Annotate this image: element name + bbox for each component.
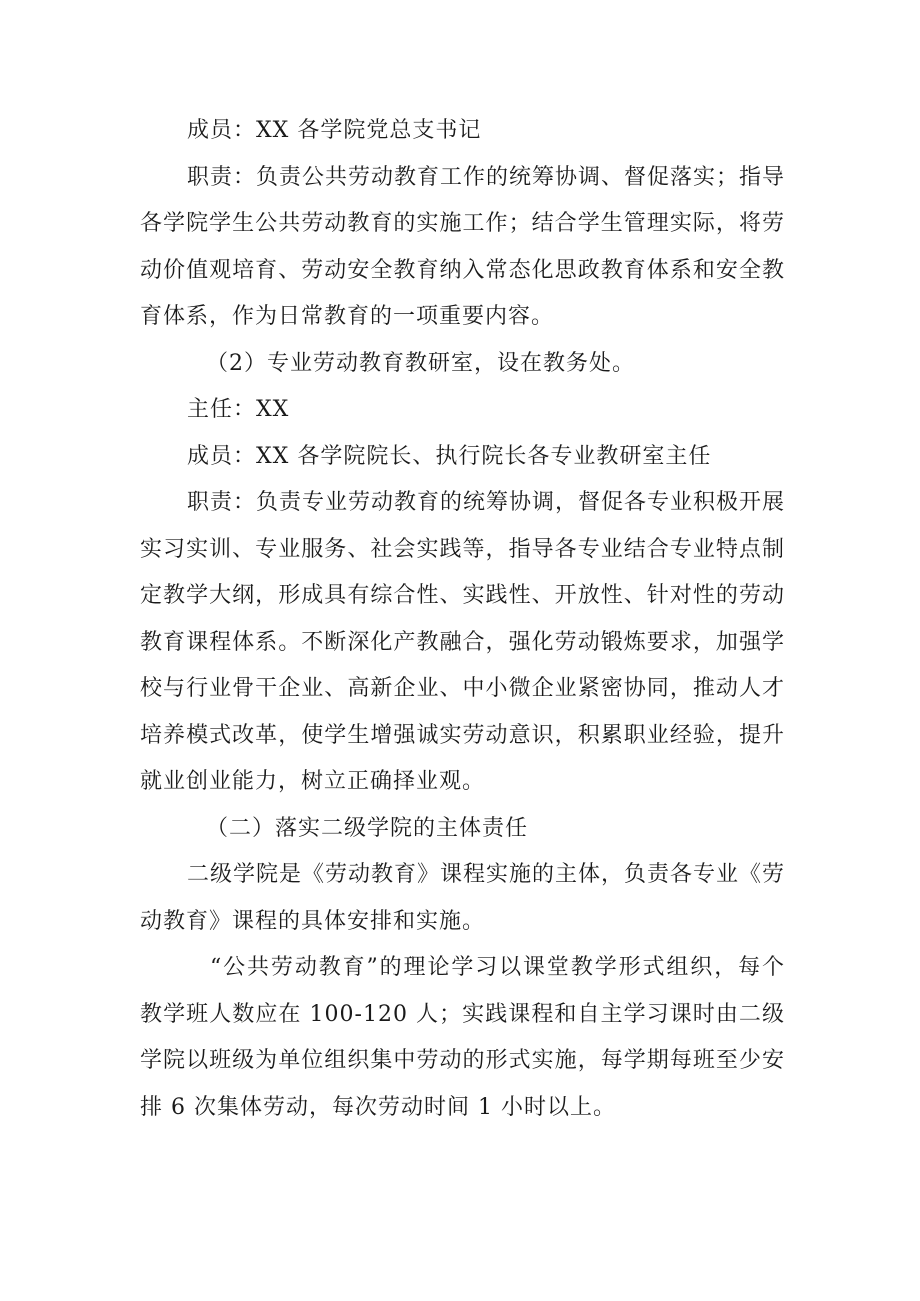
members-line-2: 成员：XX 各学院院长、执行院长各专业教研室主任 (187, 443, 712, 469)
document-body (140, 108, 785, 1131)
members-line: 成员：XX 各学院党总支书记 (187, 118, 482, 143)
director-line: 主任：XX (187, 397, 290, 422)
duties-paragraph-2: 职责：负责专业劳动教育的统筹协调，督促各专业积极开展实习实训、专业服务、社会实践等，指导各专业结合专业特点制定教学大纲，形成具有综合性、实践性、开放性、针对性的劳动教育课程体系。不断深化产教融合，强化劳动锻炼要求，加强学校与行业骨干企业、高新企业、中小微企业紧密协同，推动人才培养模式改革，使学生增强诚实劳动意识，积累职业经验，提升就业创业能力，树立正确择业观。 (140, 490, 786, 794)
public-labor-paragraph: “公共劳动教育”的理论学习以课堂教学形式组织，每个教学班人数应在 100-120 人；实践课程和自主学习课时由二级学院以班级为单位组织集中劳动的形式实施，每学期每班至少安排 6 次集体劳动，每次劳动时间 1 小时以上。 (140, 955, 785, 1120)
subsection-heading: （2）专业劳动教育教研室，设在教务处。 (206, 350, 635, 376)
college-responsibility-paragraph: 二级学院是《劳动教育》课程实施的主体，负责各专业《劳动教育》课程的具体安排和实施。 (140, 862, 786, 934)
section-heading: （二）落实二级学院的主体责任 (206, 815, 529, 841)
duties-paragraph: 职责：负责公共劳动教育工作的统筹协调、督促落实；指导各学院学生公共劳动教育的实施工作；结合学生管理实际，将劳动价值观培育、劳动安全教育纳入常态化思政教育体系和安全教育体系，作为日常教育的一项重要内容。 (140, 164, 786, 329)
